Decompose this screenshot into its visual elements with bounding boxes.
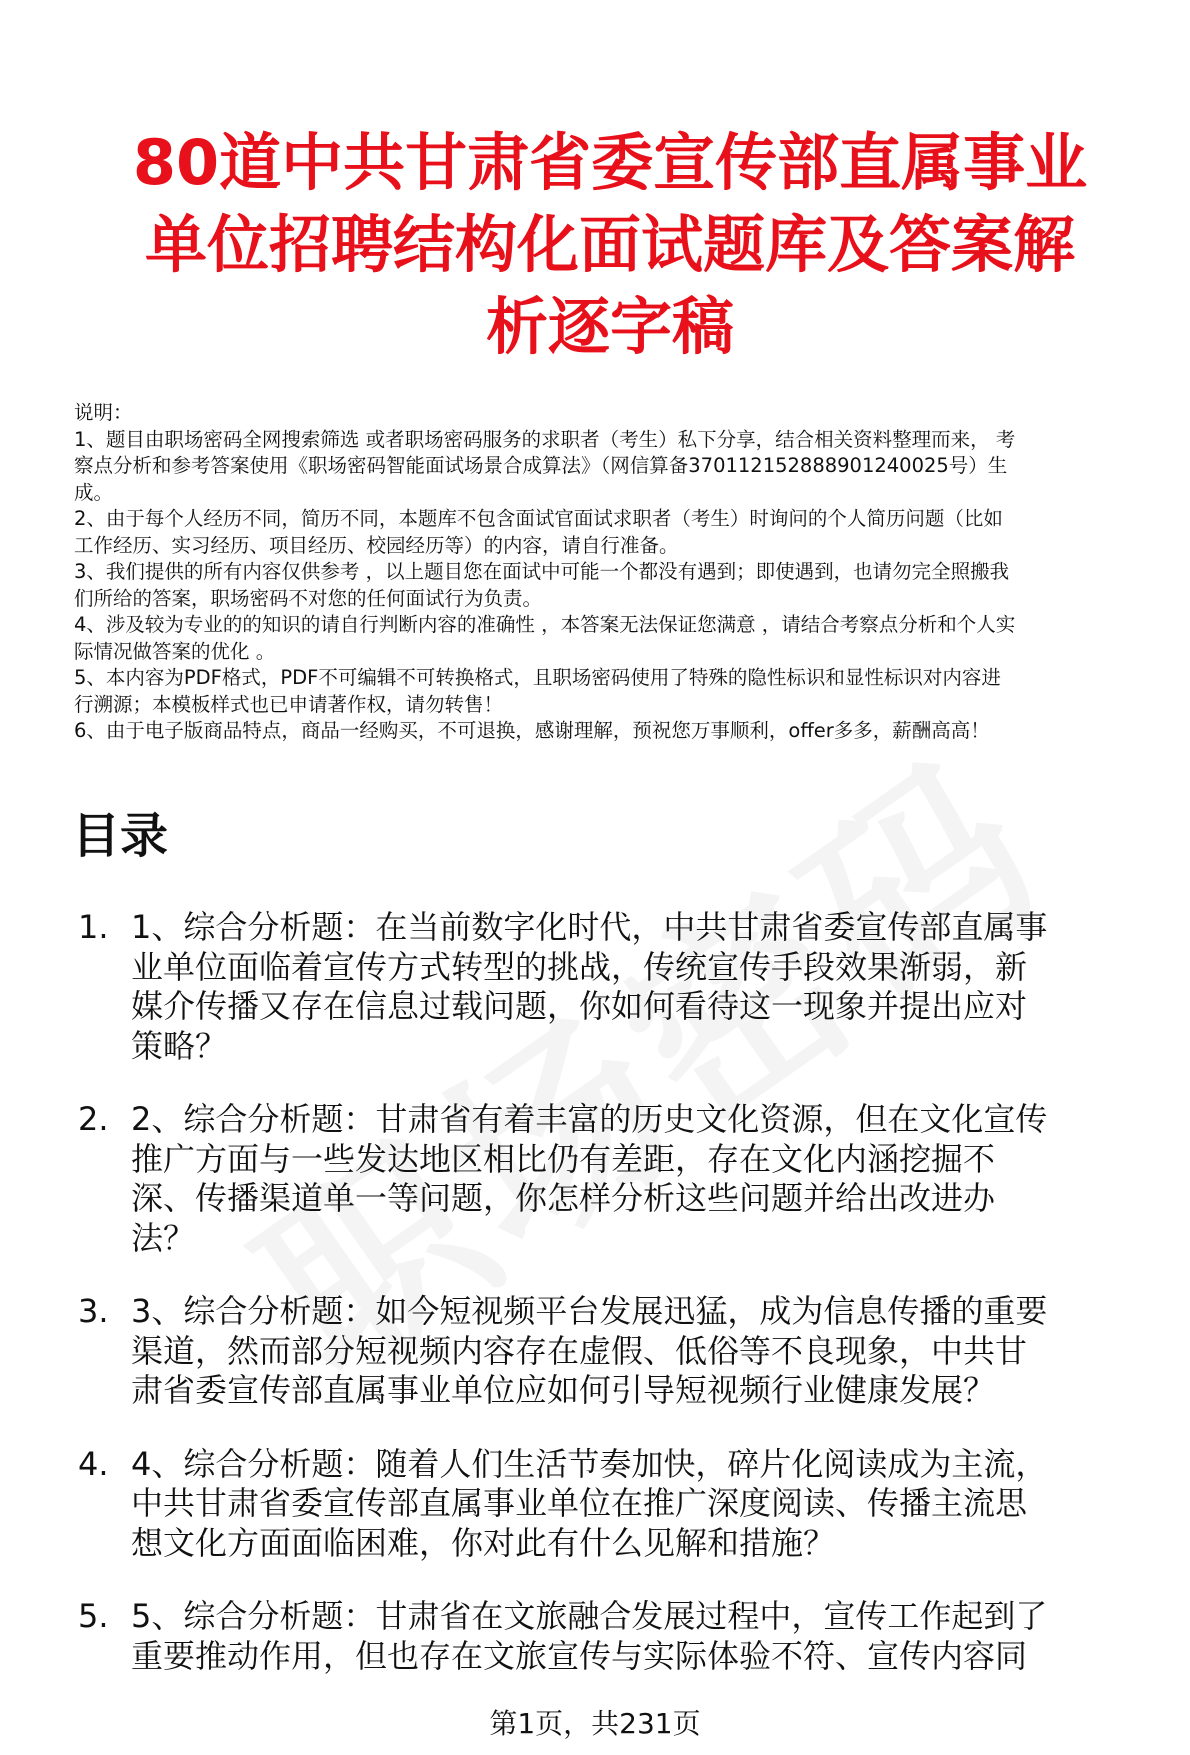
toc-item[interactable] — [78, 1445, 1168, 1564]
toc-item-text-line: 业单位面临着宣传方式转型的挑战，传统宣传手段效果渐弱，新 — [131, 947, 1028, 986]
toc-item-text-line: 媒介传播又存在信息过载问题，你如何看待这一现象并提出应对 — [131, 987, 1028, 1025]
title-line: 析逐字稿 — [485, 290, 734, 363]
page-footer: 第1页，共231页 — [489, 1707, 701, 1740]
note-line: 们所给的答案，职场密码不对您的任何面试行为负责。 — [74, 586, 543, 610]
toc-item-text-line: 策略？ — [131, 1026, 228, 1065]
document-title — [90, 122, 1130, 368]
toc-item-text-line: 想文化方面面临困难，你对此有什么见解和措施？ — [131, 1523, 836, 1562]
toc-list — [78, 908, 1168, 1710]
note-line: 成。 — [74, 480, 114, 504]
toc-item-number: 2. — [78, 1100, 109, 1138]
note-line: 5、本内容为PDF格式，PDF不可编辑不可转换格式，且职场密码使用了特殊的隐性标识和显性标识对内容进 — [74, 666, 1001, 689]
note-line: 察点分析和参考答案使用《职场密码智能面试场景合成算法》（网信算备370112152888901240025号）生 — [74, 454, 1008, 477]
toc-item-number: 5. — [78, 1597, 109, 1635]
toc-item-text-line: 1、综合分析题：在当前数字化时代，中共甘肃省委宣传部直属事 — [131, 908, 1048, 946]
toc-item-number: 4. — [78, 1444, 109, 1483]
toc-heading: 目录 — [72, 808, 169, 864]
toc-item-text-line: 3、综合分析题：如今短视频平台发展迅猛，成为信息传播的重要 — [131, 1292, 1048, 1330]
note-line: 3、我们提供的所有内容仅供参考 ，以上题目您在面试中可能一个都没有遇到；即使遇到，也请勿完全照搬我 — [74, 560, 1010, 583]
toc-item-text-line: 深、传播渠道单一等问题，你怎样分析这些问题并给出改进办 — [131, 1179, 996, 1217]
title-line: 单位招聘结构化面试题库及答案解 — [144, 208, 1075, 281]
toc-item-text-line: 4、综合分析题：随着人们生活节奏加快，碎片化阅读成为主流， — [131, 1444, 1048, 1483]
note-line: 说明： — [74, 401, 133, 424]
toc-item-text-line: 中共甘肃省委宣传部直属事业单位在推广深度阅读、传播主流思 — [131, 1484, 1028, 1522]
note-line: 2、由于每个人经历不同，简历不同，本题库不包含面试官面试求职者（考生）时询问的个人简历问题（比如 — [74, 507, 1003, 530]
toc-item-text-line: 渠道，然而部分短视频内容存在虚假、低俗等不良现象，中共甘 — [131, 1331, 1028, 1370]
toc-item-text-line: 2、综合分析题：甘肃省有着丰富的历史文化资源，但在文化宣传 — [131, 1100, 1048, 1138]
note-line: 4、涉及较为专业的的知识的请自行判断内容的准确性 ，本答案无法保证您满意 ，请结合考察点分析和个人实 — [74, 613, 1016, 636]
toc-item-text-line: 5、综合分析题：甘肃省在文旅融合发展过程中，宣传工作起到了 — [131, 1597, 1048, 1635]
toc-item-number: 3. — [78, 1292, 109, 1330]
note-line: 际情况做答案的优化 。 — [74, 639, 276, 663]
notes-section — [74, 400, 1144, 745]
toc-item[interactable] — [78, 1100, 1168, 1258]
note-line: 1、题目由职场密码全网搜索筛选 或者职场密码服务的求职者（考生）私下分享，结合相关资料整理而来， 考 — [74, 427, 1016, 451]
toc-item[interactable] — [78, 1292, 1168, 1411]
toc-item-text-line: 肃省委宣传部直属事业单位应如何引导短视频行业健康发展？ — [131, 1371, 996, 1409]
toc-item-text-line: 推广方面与一些发达地区相比仍有差距，存在文化内涵挖掘不 — [131, 1139, 996, 1178]
toc-item-text-line: 重要推动作用，但也存在文旅宣传与实际体验不符、宣传内容同 — [131, 1636, 1028, 1675]
toc-item-number: 1. — [78, 908, 109, 946]
toc-item[interactable] — [78, 908, 1168, 1066]
note-line: 工作经历、实习经历、项目经历、校园经历等）的内容，请自行准备。 — [74, 533, 679, 557]
toc-item[interactable] — [78, 1597, 1168, 1676]
note-line: 行溯源；本模板样式也已申请著作权，请勿转售！ — [74, 692, 504, 716]
toc-item-text-line: 法？ — [131, 1218, 196, 1257]
note-line: 6、由于电子版商品特点，商品一经购买，不可退换，感谢理解，预祝您万事顺利，offer多多，薪酬高高！ — [74, 719, 990, 742]
title-line: 80道中共甘肃省委宣传部直属事业 — [132, 126, 1088, 199]
